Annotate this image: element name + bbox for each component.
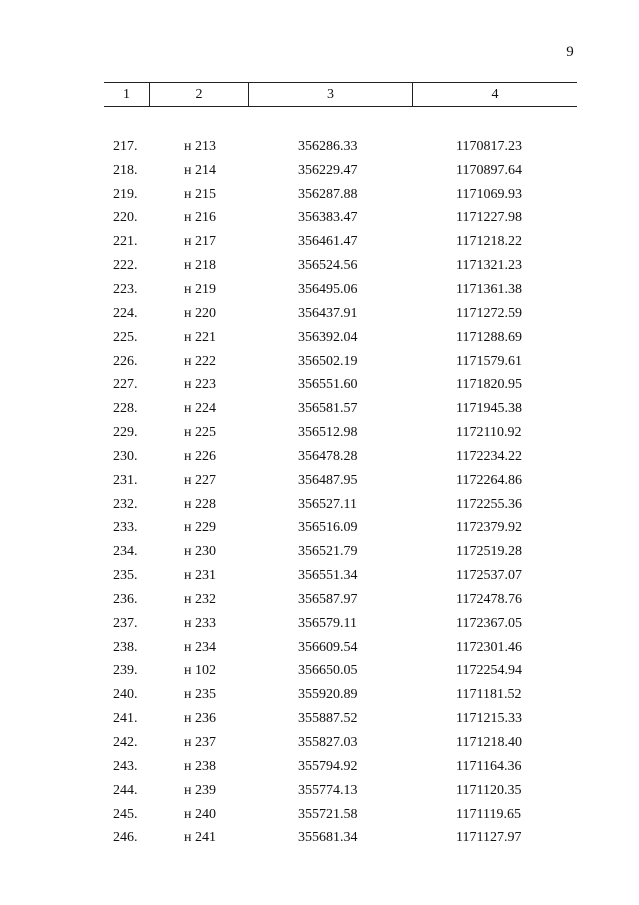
y-coordinate: 1170817.23 (456, 138, 522, 154)
point-label: н 239 (184, 782, 216, 798)
point-label: н 229 (184, 520, 216, 536)
row-number: 229. (113, 425, 138, 441)
header-col-3: 3 (248, 83, 412, 106)
point-label: н 102 (184, 663, 216, 679)
row-number: 246. (113, 830, 138, 846)
point-label: н 218 (184, 258, 216, 274)
row-number: 222. (113, 258, 138, 274)
x-coordinate: 356495.06 (298, 281, 358, 297)
row-number: 242. (113, 735, 138, 751)
x-coordinate: 356512.98 (298, 425, 358, 441)
y-coordinate: 1172379.92 (456, 520, 522, 536)
row-number: 237. (113, 615, 138, 631)
table-row (104, 373, 577, 397)
y-coordinate: 1172367.05 (456, 615, 522, 631)
page-number: 9 (566, 44, 574, 60)
point-label: н 216 (184, 210, 216, 226)
table-row (104, 660, 577, 684)
y-coordinate: 1171227.98 (456, 210, 522, 226)
x-coordinate: 356478.28 (298, 448, 358, 464)
x-coordinate: 356487.95 (298, 472, 358, 488)
point-label: н 230 (184, 544, 216, 560)
row-number: 245. (113, 806, 138, 822)
point-label: н 228 (184, 496, 216, 512)
table-row (104, 159, 577, 183)
table-body (104, 135, 577, 850)
table-row (104, 445, 577, 469)
y-coordinate: 1172301.46 (456, 639, 522, 655)
x-coordinate: 356229.47 (298, 162, 358, 178)
y-coordinate: 1171218.22 (456, 234, 522, 250)
y-coordinate: 1172254.94 (456, 663, 522, 679)
x-coordinate: 356551.34 (298, 568, 358, 584)
header-col-4: 4 (412, 83, 577, 106)
row-number: 236. (113, 591, 138, 607)
x-coordinate: 356392.04 (298, 329, 358, 345)
table-row (104, 636, 577, 660)
point-label: н 238 (184, 758, 216, 774)
table-row (104, 826, 577, 850)
x-coordinate: 355887.52 (298, 711, 358, 727)
table-row (104, 707, 577, 731)
point-label: н 222 (184, 353, 216, 369)
x-coordinate: 355794.92 (298, 758, 358, 774)
y-coordinate: 1171321.23 (456, 258, 522, 274)
point-label: н 236 (184, 711, 216, 727)
y-coordinate: 1171272.59 (456, 305, 522, 321)
x-coordinate: 356587.97 (298, 591, 358, 607)
row-number: 217. (113, 138, 138, 154)
header-col-1: 1 (123, 86, 130, 102)
point-label: н 232 (184, 591, 216, 607)
y-coordinate: 1172255.36 (456, 496, 522, 512)
y-coordinate: 1171945.38 (456, 401, 522, 417)
y-coordinate: 1171579.61 (456, 353, 522, 369)
row-number: 231. (113, 472, 138, 488)
x-coordinate: 356551.60 (298, 377, 358, 393)
x-coordinate: 356579.11 (298, 615, 357, 631)
row-number: 233. (113, 520, 138, 536)
table-row (104, 540, 577, 564)
y-coordinate: 1172234.22 (456, 448, 522, 464)
y-coordinate: 1172537.07 (456, 568, 522, 584)
y-coordinate: 1170897.64 (456, 162, 522, 178)
table-row (104, 493, 577, 517)
row-number: 225. (113, 329, 138, 345)
row-number: 241. (113, 711, 138, 727)
table-row (104, 803, 577, 827)
row-number: 227. (113, 377, 138, 393)
row-number: 243. (113, 758, 138, 774)
point-label: н 240 (184, 806, 216, 822)
x-coordinate: 356383.47 (298, 210, 358, 226)
point-label: н 217 (184, 234, 216, 250)
row-number: 234. (113, 544, 138, 560)
table-row (104, 421, 577, 445)
table-row (104, 564, 577, 588)
x-coordinate: 355920.89 (298, 687, 358, 703)
table-row (104, 302, 577, 326)
y-coordinate: 1171218.40 (456, 735, 522, 751)
y-coordinate: 1171120.35 (456, 782, 522, 798)
point-label: н 213 (184, 138, 216, 154)
row-number: 232. (113, 496, 138, 512)
point-label: н 215 (184, 186, 216, 202)
x-coordinate: 356527.11 (298, 496, 357, 512)
y-coordinate: 1171069.93 (456, 186, 522, 202)
point-label: н 220 (184, 305, 216, 321)
row-number: 218. (113, 162, 138, 178)
table-row (104, 779, 577, 803)
x-coordinate: 356650.05 (298, 663, 358, 679)
table-row (104, 469, 577, 493)
row-number: 230. (113, 448, 138, 464)
row-number: 224. (113, 305, 138, 321)
x-coordinate: 356609.54 (298, 639, 358, 655)
header-col-2: 2 (149, 83, 248, 106)
table-row (104, 612, 577, 636)
point-label: н 227 (184, 472, 216, 488)
x-coordinate: 355721.58 (298, 806, 358, 822)
row-number: 235. (113, 568, 138, 584)
table-row (104, 183, 577, 207)
point-label: н 221 (184, 329, 216, 345)
y-coordinate: 1171119.65 (456, 806, 521, 822)
table-row (104, 350, 577, 374)
row-number: 244. (113, 782, 138, 798)
table-row (104, 683, 577, 707)
x-coordinate: 356502.19 (298, 353, 358, 369)
x-coordinate: 356516.09 (298, 520, 358, 536)
point-label: н 231 (184, 568, 216, 584)
x-coordinate: 355681.34 (298, 830, 358, 846)
x-coordinate: 356286.33 (298, 138, 358, 154)
table-row (104, 517, 577, 541)
table-row (104, 397, 577, 421)
point-label: н 234 (184, 639, 216, 655)
y-coordinate: 1171181.52 (456, 687, 522, 703)
table-row (104, 326, 577, 350)
table-row (104, 135, 577, 159)
table-row (104, 588, 577, 612)
y-coordinate: 1171820.95 (456, 377, 522, 393)
y-coordinate: 1172519.28 (456, 544, 522, 560)
point-label: н 226 (184, 448, 216, 464)
x-coordinate: 356461.47 (298, 234, 358, 250)
y-coordinate: 1172478.76 (456, 591, 522, 607)
point-label: н 223 (184, 377, 216, 393)
y-coordinate: 1172264.86 (456, 472, 522, 488)
table-header (104, 82, 577, 107)
point-label: н 214 (184, 162, 216, 178)
row-number: 226. (113, 353, 138, 369)
x-coordinate: 355774.13 (298, 782, 358, 798)
table-row (104, 755, 577, 779)
row-number: 228. (113, 401, 138, 417)
y-coordinate: 1172110.92 (456, 425, 522, 441)
row-number: 239. (113, 663, 138, 679)
row-number: 240. (113, 687, 138, 703)
y-coordinate: 1171127.97 (456, 830, 522, 846)
point-label: н 237 (184, 735, 216, 751)
row-number: 223. (113, 281, 138, 297)
x-coordinate: 356437.91 (298, 305, 358, 321)
table-row (104, 207, 577, 231)
point-label: н 233 (184, 615, 216, 631)
x-coordinate: 356521.79 (298, 544, 358, 560)
row-number: 219. (113, 186, 138, 202)
row-number: 221. (113, 234, 138, 250)
y-coordinate: 1171288.69 (456, 329, 522, 345)
table-row (104, 731, 577, 755)
x-coordinate: 356287.88 (298, 186, 358, 202)
x-coordinate: 356581.57 (298, 401, 358, 417)
x-coordinate: 355827.03 (298, 735, 358, 751)
point-label: н 219 (184, 281, 216, 297)
row-number: 220. (113, 210, 138, 226)
point-label: н 235 (184, 687, 216, 703)
point-label: н 224 (184, 401, 216, 417)
table-row (104, 230, 577, 254)
table-row (104, 278, 577, 302)
y-coordinate: 1171164.36 (456, 758, 522, 774)
table-row (104, 254, 577, 278)
x-coordinate: 356524.56 (298, 258, 358, 274)
y-coordinate: 1171361.38 (456, 281, 522, 297)
point-label: н 241 (184, 830, 216, 846)
row-number: 238. (113, 639, 138, 655)
point-label: н 225 (184, 425, 216, 441)
y-coordinate: 1171215.33 (456, 711, 522, 727)
